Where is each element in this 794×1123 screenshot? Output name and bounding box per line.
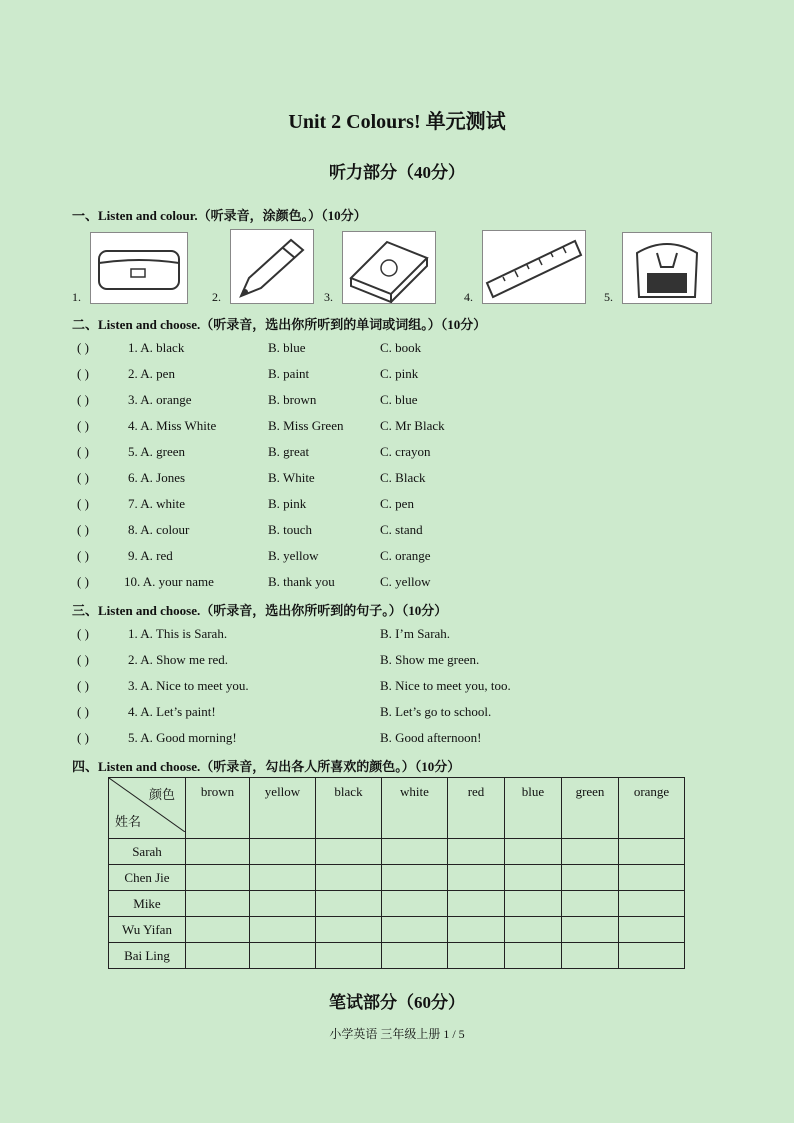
check-cell[interactable] xyxy=(505,891,562,917)
column-header: orange xyxy=(619,778,685,839)
option-c: C. Black xyxy=(380,470,426,485)
column-header: green xyxy=(562,778,619,839)
option-b: B. Let’s go to school. xyxy=(380,704,492,719)
item-number: 2. xyxy=(212,290,221,304)
check-cell[interactable] xyxy=(186,917,250,943)
check-cell[interactable] xyxy=(250,865,316,891)
check-cell[interactable] xyxy=(505,865,562,891)
page-footer: 小学英语 三年级上册 1 / 5 xyxy=(329,1027,465,1041)
option-c: C. blue xyxy=(380,392,418,407)
option-a: 5. A. green xyxy=(128,444,186,459)
check-cell[interactable] xyxy=(448,943,505,969)
option-a: 2. A. Show me red. xyxy=(128,652,229,667)
option-a: 4. A. Let’s paint! xyxy=(128,704,216,719)
check-cell[interactable] xyxy=(505,917,562,943)
check-cell[interactable] xyxy=(562,943,619,969)
answer-blank[interactable]: ( ) xyxy=(77,392,89,407)
table-row xyxy=(109,917,685,943)
check-cell[interactable] xyxy=(562,839,619,865)
item-number: 3. xyxy=(324,290,333,304)
check-cell[interactable] xyxy=(186,839,250,865)
ruler-icon xyxy=(482,230,586,304)
check-cell[interactable] xyxy=(250,943,316,969)
option-a: 4. A. Miss White xyxy=(128,418,217,433)
column-header: black xyxy=(316,778,382,839)
option-a: 9. A. red xyxy=(128,548,173,563)
check-cell[interactable] xyxy=(250,917,316,943)
answer-blank[interactable]: ( ) xyxy=(77,418,89,433)
answer-blank[interactable]: ( ) xyxy=(77,444,89,459)
row-name: Bai Ling xyxy=(109,943,186,969)
option-c: C. book xyxy=(380,340,422,355)
option-c: C. stand xyxy=(380,522,423,537)
section-3-heading: 三、Listen and choose.（听录音，选出你所听到的句子。）（10分） xyxy=(72,603,448,618)
column-header: yellow xyxy=(250,778,316,839)
item-number: 5. xyxy=(604,290,613,304)
check-cell[interactable] xyxy=(382,865,448,891)
book-icon xyxy=(342,231,436,304)
option-b: B. White xyxy=(268,470,315,485)
check-cell[interactable] xyxy=(448,839,505,865)
column-header: brown xyxy=(186,778,250,839)
row-name: Wu Yifan xyxy=(109,917,186,943)
check-cell[interactable] xyxy=(562,891,619,917)
check-cell[interactable] xyxy=(186,943,250,969)
option-b: B. Nice to meet you, too. xyxy=(380,678,511,693)
row-name: Mike xyxy=(109,891,186,917)
section-1-heading: 一、Listen and colour.（听录音，涂颜色。）（10分） xyxy=(72,208,367,223)
check-cell[interactable] xyxy=(316,865,382,891)
section-2-heading: 二、Listen and choose.（听录音，选出你所听到的单词或词组。）（10分） xyxy=(72,317,487,332)
check-cell[interactable] xyxy=(448,865,505,891)
option-a: 2. A. pen xyxy=(128,366,175,381)
answer-blank[interactable]: ( ) xyxy=(77,548,89,563)
writing-section-title: 笔试部分（60分） xyxy=(329,993,465,1012)
answer-blank[interactable]: ( ) xyxy=(77,730,89,745)
column-header: blue xyxy=(505,778,562,839)
answer-blank[interactable]: ( ) xyxy=(77,340,89,355)
section-4-heading: 四、Listen and choose.（听录音，勾出各人所喜欢的颜色。）（10分） xyxy=(72,759,461,774)
option-b: B. Good afternoon! xyxy=(380,730,482,745)
option-a: 3. A. orange xyxy=(128,392,192,407)
colour-preference-table xyxy=(108,777,685,969)
option-b: B. I’m Sarah. xyxy=(380,626,451,641)
table-row xyxy=(109,865,685,891)
option-b: B. blue xyxy=(268,340,306,355)
table-row xyxy=(109,943,685,969)
check-cell[interactable] xyxy=(619,891,685,917)
table-corner-header xyxy=(109,778,186,839)
table-row xyxy=(109,839,685,865)
option-c: C. yellow xyxy=(380,574,431,589)
option-c: C. pink xyxy=(380,366,419,381)
option-a: 1. A. black xyxy=(128,340,185,355)
check-cell[interactable] xyxy=(382,839,448,865)
option-a: 1. A. This is Sarah. xyxy=(128,626,228,641)
option-b: B. paint xyxy=(268,366,310,381)
answer-blank[interactable]: ( ) xyxy=(77,626,89,641)
check-cell[interactable] xyxy=(619,943,685,969)
check-cell[interactable] xyxy=(382,917,448,943)
check-cell[interactable] xyxy=(619,865,685,891)
answer-blank[interactable]: ( ) xyxy=(77,496,89,511)
check-cell[interactable] xyxy=(316,839,382,865)
option-a: 8. A. colour xyxy=(128,522,190,537)
check-cell[interactable] xyxy=(619,839,685,865)
check-cell[interactable] xyxy=(316,943,382,969)
check-cell[interactable] xyxy=(316,891,382,917)
option-a: 6. A. Jones xyxy=(128,470,186,485)
item-number: 4. xyxy=(464,290,473,304)
corner-name-label: 姓名 xyxy=(115,814,142,829)
option-a: 10. A. your name xyxy=(124,574,214,589)
check-cell[interactable] xyxy=(382,943,448,969)
answer-blank[interactable]: ( ) xyxy=(77,522,89,537)
corner-colour-label: 颜色 xyxy=(148,787,175,802)
check-cell[interactable] xyxy=(316,917,382,943)
option-c: C. pen xyxy=(380,496,414,511)
check-cell[interactable] xyxy=(619,917,685,943)
option-b: B. brown xyxy=(268,392,317,407)
listening-section-title: 听力部分（40分） xyxy=(329,163,465,182)
row-name: Chen Jie xyxy=(109,865,186,891)
option-b: B. touch xyxy=(268,522,313,537)
option-b: B. pink xyxy=(268,496,307,511)
check-cell[interactable] xyxy=(448,891,505,917)
option-a: 3. A. Nice to meet you. xyxy=(128,678,249,693)
pencil-case-icon xyxy=(90,232,188,304)
answer-blank[interactable]: ( ) xyxy=(77,574,89,589)
check-cell[interactable] xyxy=(505,839,562,865)
check-cell[interactable] xyxy=(562,917,619,943)
check-cell[interactable] xyxy=(186,865,250,891)
answer-blank[interactable]: ( ) xyxy=(77,470,89,485)
row-name: Sarah xyxy=(109,839,186,865)
pen-icon xyxy=(230,229,314,304)
option-c: C. crayon xyxy=(380,444,431,459)
answer-blank[interactable]: ( ) xyxy=(77,704,89,719)
table-row xyxy=(109,891,685,917)
check-cell[interactable] xyxy=(562,865,619,891)
check-cell[interactable] xyxy=(250,891,316,917)
check-cell[interactable] xyxy=(250,839,316,865)
option-a: 7. A. white xyxy=(128,496,186,511)
column-header: white xyxy=(382,778,448,839)
answer-blank[interactable]: ( ) xyxy=(77,678,89,693)
option-b: B. thank you xyxy=(268,574,335,589)
check-cell[interactable] xyxy=(186,891,250,917)
check-cell[interactable] xyxy=(505,943,562,969)
check-cell[interactable] xyxy=(382,891,448,917)
option-a: 5. A. Good morning! xyxy=(128,730,237,745)
schoolbag-icon xyxy=(622,232,712,304)
option-b: B. Show me green. xyxy=(380,652,480,667)
item-number: 1. xyxy=(72,290,81,304)
option-c: C. orange xyxy=(380,548,431,563)
column-header: red xyxy=(448,778,505,839)
option-c: C. Mr Black xyxy=(380,418,445,433)
check-cell[interactable] xyxy=(448,917,505,943)
option-b: B. yellow xyxy=(268,548,319,563)
option-b: B. Miss Green xyxy=(268,418,344,433)
option-b: B. great xyxy=(268,444,310,459)
answer-blank[interactable]: ( ) xyxy=(77,652,89,667)
answer-blank[interactable]: ( ) xyxy=(77,366,89,381)
page-title: Unit 2 Colours! 单元测试 xyxy=(288,111,506,133)
